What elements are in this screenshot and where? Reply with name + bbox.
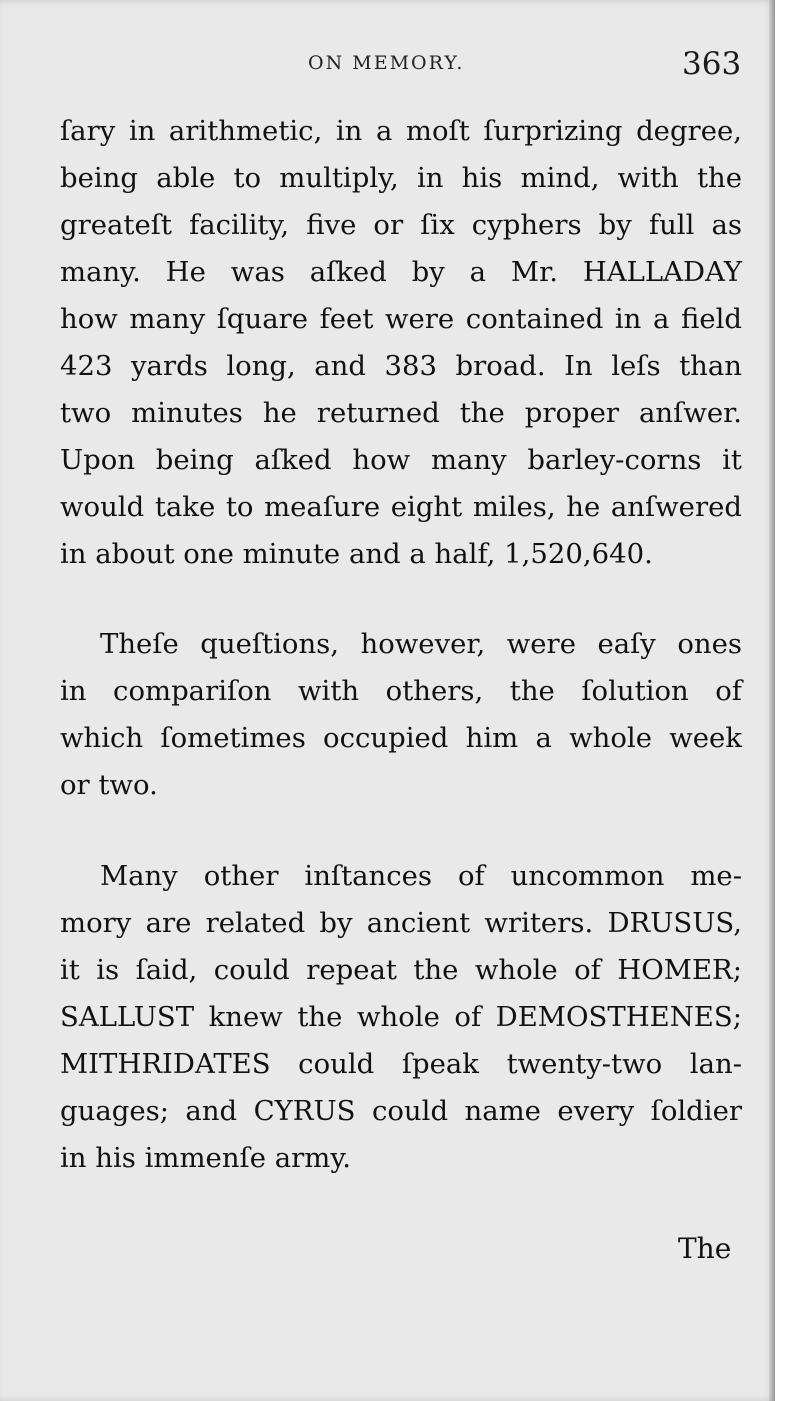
text-line: in compariſon with others, the ſolution of xyxy=(60,675,742,707)
text-line: SALLUST knew the whole of DEMOSTHENES; xyxy=(60,1001,742,1033)
running-head xyxy=(0,46,775,92)
text-line: Upon being aſked how many barley-corns it xyxy=(60,444,742,476)
paragraph-gap xyxy=(60,578,742,621)
text-line: Theſe queſtions, however, were eaſy ones xyxy=(100,628,742,660)
text-line: guages; and CYRUS could name every ſoldier xyxy=(60,1095,742,1127)
text-line: 423 yards long, and 383 broad. In leſs than xyxy=(60,350,742,382)
paragraph-3 xyxy=(60,853,742,1182)
text-line: being able to multiply, in his mind, with the xyxy=(60,162,742,194)
text-line: Many other inſtances of uncommon me- xyxy=(100,860,742,892)
text-line: in his immenſe army. xyxy=(60,1142,351,1174)
text-line: it is ſaid, could repeat the whole of HOMER; xyxy=(60,954,742,986)
text-line: would take to meaſure eight miles, he anſwered xyxy=(60,491,742,523)
text-line: how many ſquare feet were contained in a field xyxy=(60,303,742,335)
running-head-title: ON MEMORY. xyxy=(308,52,465,74)
catchword: The xyxy=(678,1232,732,1265)
text-line: many. He was aſked by a Mr. HALLADAY xyxy=(60,256,742,288)
paragraph-gap xyxy=(60,809,742,853)
text-line: mory are related by ancient writers. DRUSUS, xyxy=(60,907,742,939)
text-line: ſary in arithmetic, in a moſt ſurprizing degree, xyxy=(60,115,742,147)
text-line: or two. xyxy=(60,769,158,801)
paragraph-1 xyxy=(60,108,742,578)
page-number: 363 xyxy=(682,46,742,82)
paragraph-2 xyxy=(60,621,742,809)
text-line: which ſometimes occupied him a whole week xyxy=(60,722,742,754)
text-line: in about one minute and a half, 1,520,640. xyxy=(60,538,653,570)
body-text xyxy=(60,108,742,1182)
text-line: MITHRIDATES could ſpeak twenty-two lan- xyxy=(60,1048,742,1080)
text-line: two minutes he returned the proper anſwer. xyxy=(60,397,742,429)
text-line: greateſt facility, five or ſix cyphers by full as xyxy=(60,209,742,241)
